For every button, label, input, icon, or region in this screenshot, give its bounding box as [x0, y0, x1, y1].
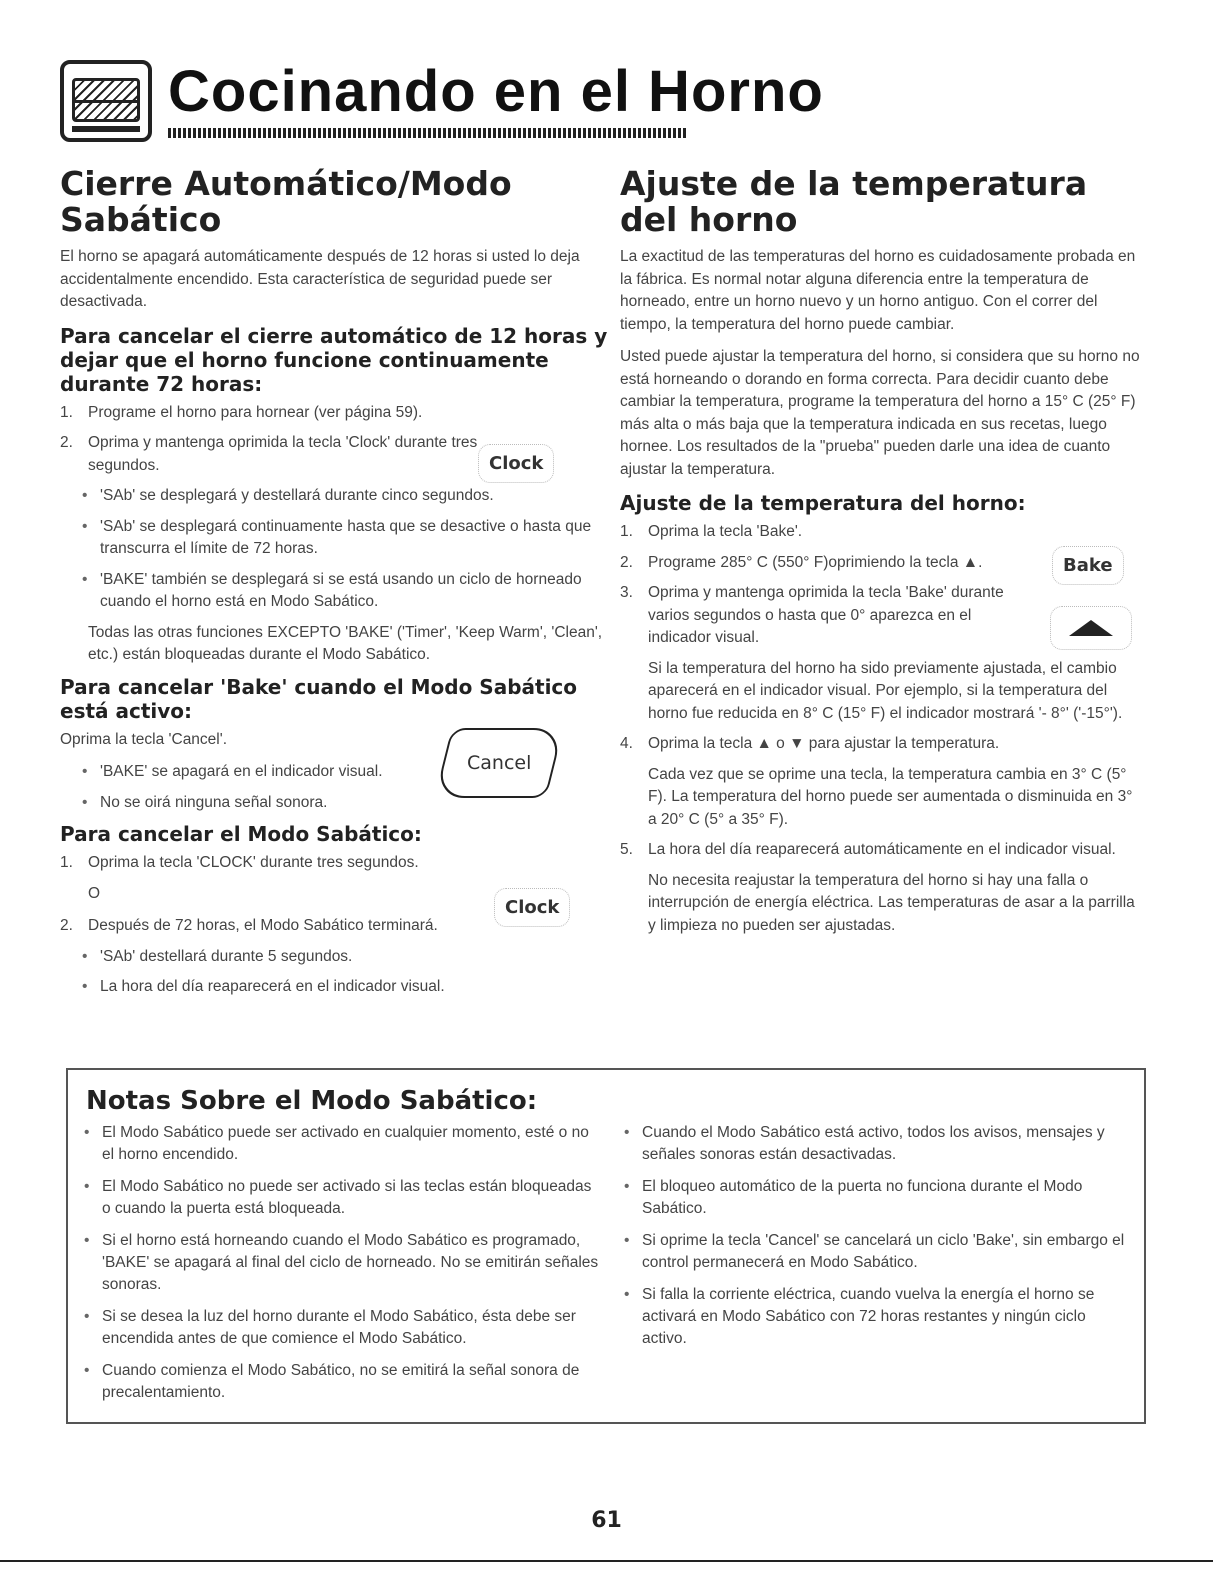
- step3-detail: Si la temperatura del horno ha sido previamente ajustada, el cambio aparecerá en el indicador visual. Por ejemplo, si la temperatura del horno fue reducida en 8° C (15° F) el indicador mostrará '- 8°' ('-15°').: [648, 659, 1123, 722]
- right-para-1: La exactitud de las temperaturas del horno es cuidadosamente probada en la fábrica. Es normal notar alguna diferencia entre la temperatura de horneado, entre un horno nuevo y un horno antiguo. Con el correr del tiempo, la temperatura del horno puede cambiar.: [620, 248, 1136, 333]
- step-item: 1. Oprima la tecla 'CLOCK' durante tres segundos.: [60, 854, 419, 871]
- sub3-steps: [60, 852, 608, 875]
- list-item: • 'BAKE' se apagará en el indicador visual.: [82, 761, 608, 784]
- right-steps-2: [620, 733, 1140, 756]
- step-item: 3. Oprima y mantenga oprimida la tecla 'Bake' durante varios segundos o hasta que 0° aparezca en el indicador visual.: [620, 584, 1004, 646]
- right-sub-heading: Ajuste de la temperatura del horno:: [620, 491, 1026, 515]
- list-item: • La hora del día reaparecerá en el indicador visual.: [82, 976, 608, 999]
- step-item: 2. Después de 72 horas, el Modo Sabático terminará.: [60, 917, 438, 934]
- sub1-note: Todas las otras funciones EXCEPTO 'BAKE' ('Timer', 'Keep Warm', 'Clean', etc.) están bloqueadas durante el Modo Sabático.: [88, 623, 603, 663]
- list-item: • No se oirá ninguna señal sonora.: [82, 792, 608, 815]
- bake-key-icon: Bake: [1052, 546, 1124, 585]
- list-item: • El bloqueo automático de la puerta no funciona durante el Modo Sabático.: [624, 1176, 1134, 1220]
- list-item: • Si se desea la luz del horno durante el Modo Sabático, ésta debe ser encendida antes de que comience el Modo Sabático.: [84, 1306, 604, 1350]
- list-item: • 'SAb' se desplegará continuamente hasta que se desactive o hasta que transcurra el límite de 72 horas.: [82, 516, 608, 561]
- sub3-heading: Para cancelar el Modo Sabático:: [60, 822, 422, 846]
- page-header: [60, 52, 824, 152]
- step-item: 2. Oprima y mantenga oprimida la tecla 'Clock' durante tres segundos.: [60, 434, 478, 474]
- left-title: Cierre Automático/Modo Sabático: [60, 164, 512, 239]
- bottom-rule: [0, 1560, 1213, 1562]
- notes-box: [66, 1068, 1146, 1424]
- page-number: 61: [591, 1508, 622, 1533]
- notes-left: [84, 1122, 604, 1414]
- cancel-key-icon: Cancel: [434, 728, 563, 798]
- sub2-text: Oprima la tecla 'Cancel'.: [60, 730, 228, 748]
- up-arrow-key-icon: [1050, 606, 1132, 650]
- list-item: • Si falla la corriente eléctrica, cuando vuelva la energía el horno se activará en Modo Sabático con 72 horas restantes y ningún ciclo activo.: [624, 1284, 1134, 1350]
- list-item: • 'SAb' destellará durante 5 segundos.: [82, 946, 608, 969]
- section-title: Cocinando en el Horno: [168, 59, 824, 124]
- notes-right: [624, 1122, 1134, 1360]
- sub2-heading: Para cancelar 'Bake' cuando el Modo Sabático está activo:: [60, 674, 578, 723]
- list-item: • Si el horno está horneando cuando el Modo Sabático es programado, 'BAKE' se apagará al final del ciclo de horneado. No se emitirán señales sonoras.: [84, 1230, 604, 1296]
- right-steps-3: [620, 839, 1140, 862]
- list-item: • El Modo Sabático puede ser activado en cualquier momento, esté o no el horno encendido.: [84, 1122, 604, 1166]
- step-item: 5. La hora del día reaparecerá automáticamente en el indicador visual.: [620, 841, 1116, 858]
- left-column: [60, 166, 608, 1007]
- sub1-bullets: [82, 485, 608, 614]
- list-item: • 'BAKE' también se desplegará si se está usando un ciclo de horneado cuando el horno está en Modo Sabático.: [82, 569, 608, 614]
- step4-detail: Cada vez que se oprime una tecla, la temperatura cambia en 3° C (5° F). La temperatura del horno puede ser aumentada o disminuida en 3° a 20° C (5° a 35° F).: [648, 765, 1133, 828]
- left-intro: El horno se apagará automáticamente después de 12 horas si usted lo deja accidentalmente encendido. Esta característica de seguridad puede ser desactivada.: [60, 248, 580, 310]
- oven-icon: [60, 60, 152, 142]
- sub3-bullets: [82, 946, 608, 999]
- list-item: • Cuando comienza el Modo Sabático, no se emitirá la señal sonora de precalentamiento.: [84, 1360, 604, 1404]
- step-item: 1. Oprima la tecla 'Bake'.: [620, 523, 803, 540]
- list-item: • Cuando el Modo Sabático está activo, todos los avisos, mensajes y señales sonoras están desactivadas.: [624, 1122, 1134, 1166]
- list-item: • El Modo Sabático no puede ser activado si las teclas están bloqueadas o cuando la puerta está bloqueada.: [84, 1176, 604, 1220]
- step-item: 4. Oprima la tecla ▲ o ▼ para ajustar la temperatura.: [620, 735, 1000, 752]
- notes-title: Notas Sobre el Modo Sabático:: [86, 1086, 538, 1116]
- right-title: Ajuste de la temperatura del horno: [620, 164, 1088, 239]
- clock-key-icon-2: Clock: [494, 888, 570, 927]
- or-text: O: [88, 884, 101, 902]
- sub1-heading: Para cancelar el cierre automático de 12 horas y dejar que el horno funcione continuamente durante 72 horas:: [60, 323, 608, 396]
- list-item: • 'SAb' se desplegará y destellará durante cinco segundos.: [82, 485, 608, 508]
- step5-detail: No necesita reajustar la temperatura del horno si hay una falla o interrupción de energía eléctrica. Las temperaturas de asar a la parrilla y limpieza no pueden ser ajustadas.: [648, 871, 1135, 934]
- list-item: • Si oprime la tecla 'Cancel' se cancelará un ciclo 'Bake', sin embargo el control permanecerá en Modo Sabático.: [624, 1230, 1134, 1274]
- step-item: 2. Programe 285° C (550° F)oprimiendo la tecla ▲.: [620, 553, 983, 571]
- step-item: 1. Programe el horno para hornear (ver página 59).: [60, 403, 423, 421]
- header-rule: [168, 128, 686, 138]
- right-para-2: Usted puede ajustar la temperatura del horno, si considera que su horno no está horneando o dorando en forma correcta. Para decidir cuanto debe cambiar la temperatura, programe la temperatura del horno a 15° C (25° F) más alta o más baja que la temperatura indicada en sus recetas, luego hornee. Los resultados de la "prueba" pueden darle una idea de cuanto ajustar la temperatura.: [620, 348, 1140, 478]
- clock-key-icon: Clock: [478, 444, 554, 483]
